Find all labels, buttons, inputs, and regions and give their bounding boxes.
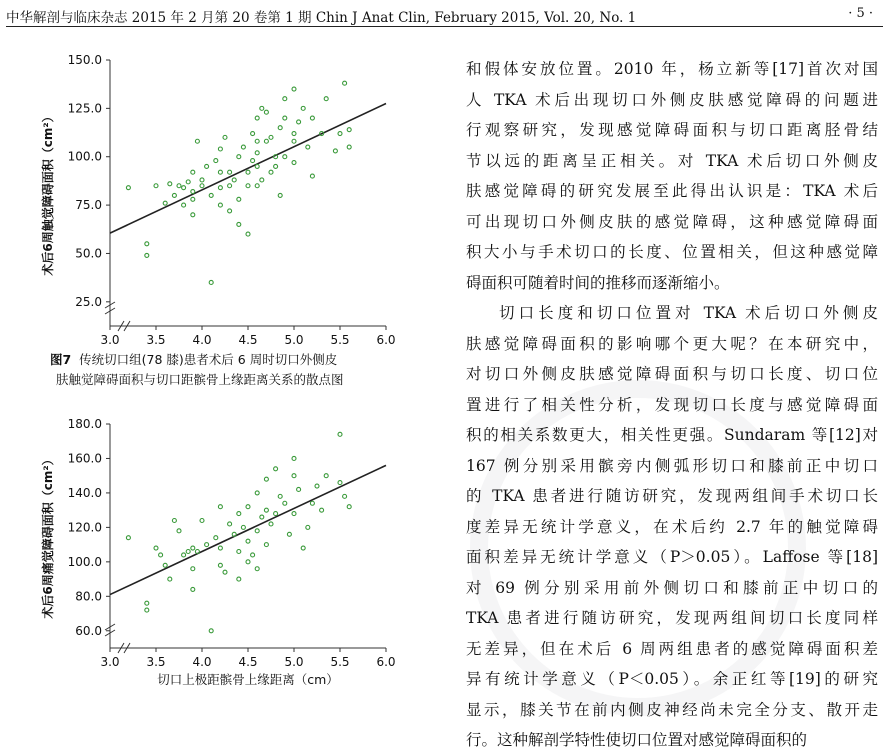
body-line: 碍面积可随着时间的推移而逐渐缩小。 bbox=[466, 273, 730, 292]
body-line: 节以远的距离呈正相关。对 TKA 术后切口外侧皮 bbox=[466, 151, 878, 170]
data-point bbox=[338, 132, 342, 136]
page-header bbox=[6, 4, 883, 27]
data-point bbox=[246, 184, 250, 188]
data-point bbox=[223, 570, 227, 574]
data-point bbox=[315, 484, 319, 488]
body-line: 行观察研究，发现感觉障碍面积与切口距离胫骨结 bbox=[466, 121, 878, 139]
data-point bbox=[228, 170, 232, 174]
body-line: 显示，膝关节在前内侧皮神经尚未完全分支、散开走 bbox=[466, 700, 878, 719]
data-point bbox=[246, 560, 250, 564]
data-point bbox=[278, 193, 282, 197]
body-line: 积的相关系数更大，相关性更强。Sundaram 等[12]对 bbox=[466, 426, 878, 444]
data-point bbox=[237, 550, 241, 554]
data-point bbox=[347, 505, 351, 509]
x-tick-label: 3.5 bbox=[146, 655, 166, 669]
body-line: 置进行了相关性分析，发现切口长度与感觉障碍面 bbox=[466, 395, 878, 414]
y-tick-label: 60.0 bbox=[75, 623, 102, 638]
data-point bbox=[292, 161, 296, 165]
caption-line1: 传统切口组(78 膝)患者术后 6 周时切口外侧皮 bbox=[79, 352, 338, 367]
data-point bbox=[228, 184, 232, 188]
data-point bbox=[195, 139, 199, 143]
data-point bbox=[292, 512, 296, 516]
data-point bbox=[246, 505, 250, 509]
data-point bbox=[228, 209, 232, 213]
data-point bbox=[209, 193, 213, 197]
x-axis-title: 切口上极距髌骨上缘距离（cm） bbox=[157, 672, 339, 687]
y-axis-title: 术后6周触觉障碍面积（cm²） bbox=[41, 110, 55, 276]
data-point bbox=[191, 567, 195, 571]
data-point bbox=[191, 213, 195, 217]
data-point bbox=[177, 184, 181, 188]
data-point bbox=[218, 170, 222, 174]
y-tick-label: 160.0 bbox=[67, 451, 102, 466]
data-point bbox=[168, 577, 172, 581]
body-line: 行。这种解剖学特性使切口位置对感觉障碍面积的 bbox=[466, 731, 808, 749]
data-point bbox=[205, 164, 209, 168]
data-point bbox=[223, 135, 227, 139]
body-line: 对 69 例分别采用前外侧切口和膝前正中切口的 bbox=[466, 578, 878, 597]
data-point bbox=[145, 601, 149, 605]
data-point bbox=[237, 577, 241, 581]
data-point bbox=[218, 563, 222, 567]
data-point bbox=[228, 522, 232, 526]
scatter-chart-pain bbox=[0, 408, 440, 703]
x-tick-label: 5.5 bbox=[330, 333, 350, 344]
data-point bbox=[163, 201, 167, 205]
data-point bbox=[310, 501, 314, 505]
data-point bbox=[283, 116, 287, 120]
data-point bbox=[145, 242, 149, 246]
body-line: 肤感觉障碍的研究发展至此得出认识是：TKA 术后 bbox=[466, 182, 878, 200]
data-point bbox=[246, 170, 250, 174]
data-point bbox=[264, 139, 268, 143]
y-tick-label: 140.0 bbox=[67, 485, 102, 500]
body-line: 可出现切口外侧皮肤的感觉障碍，这种感觉障碍面 bbox=[466, 212, 878, 231]
body-line: 面积差异无统计学意义（P＞0.05）。Laffose 等[18] bbox=[466, 548, 878, 566]
data-point bbox=[200, 518, 204, 522]
data-point bbox=[347, 145, 351, 149]
body-text bbox=[466, 54, 878, 756]
x-tick-label: 4.0 bbox=[192, 655, 212, 669]
data-point bbox=[191, 587, 195, 591]
data-point bbox=[214, 159, 218, 163]
data-point bbox=[251, 553, 255, 557]
data-point bbox=[264, 477, 268, 481]
x-tick-label: 4.0 bbox=[192, 333, 212, 344]
body-line: 肤感觉障碍面积的影响哪个更大呢？在本研究中， bbox=[466, 334, 878, 353]
data-point bbox=[278, 494, 282, 498]
data-point bbox=[264, 110, 268, 114]
data-point bbox=[274, 164, 278, 168]
x-tick-label: 3.0 bbox=[100, 655, 120, 669]
data-point bbox=[246, 232, 250, 236]
data-point bbox=[186, 550, 190, 554]
data-point bbox=[241, 525, 245, 529]
data-point bbox=[283, 155, 287, 159]
data-point bbox=[306, 525, 310, 529]
y-tick-label: 125.0 bbox=[67, 101, 102, 116]
body-line: 异有统计学意义（P＜0.05）。余正红等[19]的研究 bbox=[466, 670, 878, 688]
data-point bbox=[191, 170, 195, 174]
data-point bbox=[182, 203, 186, 207]
x-tick-label: 5.0 bbox=[284, 655, 304, 669]
data-point bbox=[264, 508, 268, 512]
data-point bbox=[154, 184, 158, 188]
data-point bbox=[177, 529, 181, 533]
data-point bbox=[292, 456, 296, 460]
data-point bbox=[310, 174, 314, 178]
data-point bbox=[191, 197, 195, 201]
data-point bbox=[292, 87, 296, 91]
data-point bbox=[343, 494, 347, 498]
scatter-chart-touch bbox=[0, 48, 440, 344]
data-point bbox=[292, 139, 296, 143]
data-point bbox=[255, 139, 259, 143]
data-point bbox=[338, 432, 342, 436]
y-tick-label: 180.0 bbox=[67, 417, 102, 431]
y-tick-label: 120.0 bbox=[67, 520, 102, 535]
x-tick-label: 3.0 bbox=[100, 333, 120, 344]
body-line: TKA 患者进行随访研究，发现两组间切口长度同样 bbox=[466, 609, 878, 627]
data-point bbox=[287, 532, 291, 536]
data-point bbox=[218, 546, 222, 550]
data-point bbox=[163, 563, 167, 567]
data-point bbox=[255, 151, 259, 155]
data-point bbox=[283, 97, 287, 101]
data-point bbox=[301, 106, 305, 110]
data-point bbox=[241, 145, 245, 149]
data-point bbox=[324, 474, 328, 478]
data-point bbox=[274, 467, 278, 471]
data-point bbox=[237, 512, 241, 516]
data-point bbox=[237, 222, 241, 226]
data-point bbox=[209, 629, 213, 633]
x-tick-label: 5.0 bbox=[284, 333, 304, 344]
caption-line2: 肤触觉障碍面积与切口距髌骨上缘距离关系的散点图 bbox=[56, 372, 344, 387]
data-point bbox=[246, 539, 250, 543]
data-point bbox=[214, 536, 218, 540]
data-point bbox=[126, 536, 130, 540]
data-point bbox=[255, 164, 259, 168]
body-line: 和假体安放位置。2010 年，杨立新等[17]首次对国 bbox=[466, 60, 878, 78]
data-point bbox=[154, 546, 158, 550]
data-point bbox=[255, 529, 259, 533]
trend-line bbox=[110, 465, 386, 594]
data-point bbox=[145, 253, 149, 257]
x-tick-label: 5.5 bbox=[330, 655, 350, 669]
y-axis-title: 术后6周痛觉障碍面积（cm²） bbox=[41, 453, 55, 619]
data-point bbox=[159, 553, 163, 557]
data-point bbox=[347, 128, 351, 132]
y-tick-label: 25.0 bbox=[75, 294, 102, 309]
data-point bbox=[232, 178, 236, 182]
data-point bbox=[320, 508, 324, 512]
data-point bbox=[218, 203, 222, 207]
y-tick-label: 150.0 bbox=[67, 53, 102, 67]
y-tick-label: 80.0 bbox=[75, 589, 102, 604]
data-point bbox=[218, 505, 222, 509]
data-point bbox=[260, 515, 264, 519]
y-tick-label: 100.0 bbox=[67, 149, 102, 164]
data-point bbox=[260, 106, 264, 110]
body-line: 167 例分别采用髌旁内侧弧形切口和膝前正中切口 bbox=[466, 456, 878, 475]
data-point bbox=[278, 126, 282, 130]
data-point bbox=[269, 170, 273, 174]
data-point bbox=[343, 81, 347, 85]
x-tick-label: 3.5 bbox=[146, 333, 166, 344]
data-point bbox=[237, 197, 241, 201]
x-tick-label: 6.0 bbox=[376, 655, 396, 669]
data-point bbox=[172, 193, 176, 197]
page-number: · 5 · bbox=[848, 6, 873, 21]
data-point bbox=[297, 120, 301, 124]
trend-line bbox=[110, 104, 386, 234]
data-point bbox=[209, 280, 213, 284]
data-point bbox=[218, 186, 222, 190]
y-tick-label: 100.0 bbox=[67, 554, 102, 569]
x-tick-label: 6.0 bbox=[376, 333, 396, 344]
data-point bbox=[324, 97, 328, 101]
data-point bbox=[306, 145, 310, 149]
body-line: 积大小与手术切口的长度、位置相关，但这种感觉障 bbox=[466, 243, 878, 261]
data-point bbox=[182, 553, 186, 557]
data-point bbox=[260, 178, 264, 182]
data-point bbox=[168, 182, 172, 186]
y-tick-label: 50.0 bbox=[75, 246, 102, 261]
x-tick-label: 4.5 bbox=[238, 333, 258, 344]
data-point bbox=[251, 132, 255, 136]
data-point bbox=[283, 501, 287, 505]
body-line: 切口长度和切口位置对 TKA 术后切口外侧皮 bbox=[499, 304, 878, 322]
data-point bbox=[269, 522, 273, 526]
data-point bbox=[297, 487, 301, 491]
figure-caption bbox=[50, 350, 415, 390]
journal-citation: 中华解剖与临床杂志 2015 年 2 月第 20 卷第 1 期 Chin J Anat Clin, February 2015, Vol. 20, No. 1 bbox=[6, 10, 637, 26]
body-line: 对切口外侧皮肤感觉障碍面积与切口长度、切口位 bbox=[466, 365, 878, 383]
data-point bbox=[126, 186, 130, 190]
data-point bbox=[292, 474, 296, 478]
data-point bbox=[200, 184, 204, 188]
data-point bbox=[237, 155, 241, 159]
data-point bbox=[338, 481, 342, 485]
data-point bbox=[269, 135, 273, 139]
data-point bbox=[200, 178, 204, 182]
data-point bbox=[205, 543, 209, 547]
body-line: 度差异无统计学意义，在术后约 2.7 年的触觉障碍 bbox=[466, 517, 878, 536]
x-tick-label: 4.5 bbox=[238, 655, 258, 669]
data-point bbox=[255, 116, 259, 120]
data-point bbox=[301, 546, 305, 550]
data-point bbox=[191, 190, 195, 194]
data-point bbox=[251, 159, 255, 163]
body-line: 的 TKA 患者进行随访研究，发现两组间手术切口长 bbox=[466, 487, 878, 505]
data-point bbox=[255, 184, 259, 188]
data-point bbox=[255, 491, 259, 495]
data-point bbox=[191, 546, 195, 550]
data-point bbox=[333, 149, 337, 153]
body-line: 人 TKA 术后出现切口外侧皮肤感觉障碍的问题进 bbox=[466, 90, 878, 109]
data-point bbox=[182, 186, 186, 190]
data-point bbox=[172, 518, 176, 522]
caption-label: 图7 bbox=[50, 352, 72, 367]
data-point bbox=[292, 132, 296, 136]
data-point bbox=[218, 147, 222, 151]
data-point bbox=[264, 543, 268, 547]
data-point bbox=[310, 116, 314, 120]
data-point bbox=[255, 567, 259, 571]
body-line: 无差异，但在术后 6 周两组患者的感觉障碍面积差 bbox=[466, 639, 878, 658]
y-tick-label: 75.0 bbox=[75, 198, 102, 213]
data-point bbox=[186, 180, 190, 184]
data-point bbox=[274, 512, 278, 516]
data-point bbox=[145, 608, 149, 612]
